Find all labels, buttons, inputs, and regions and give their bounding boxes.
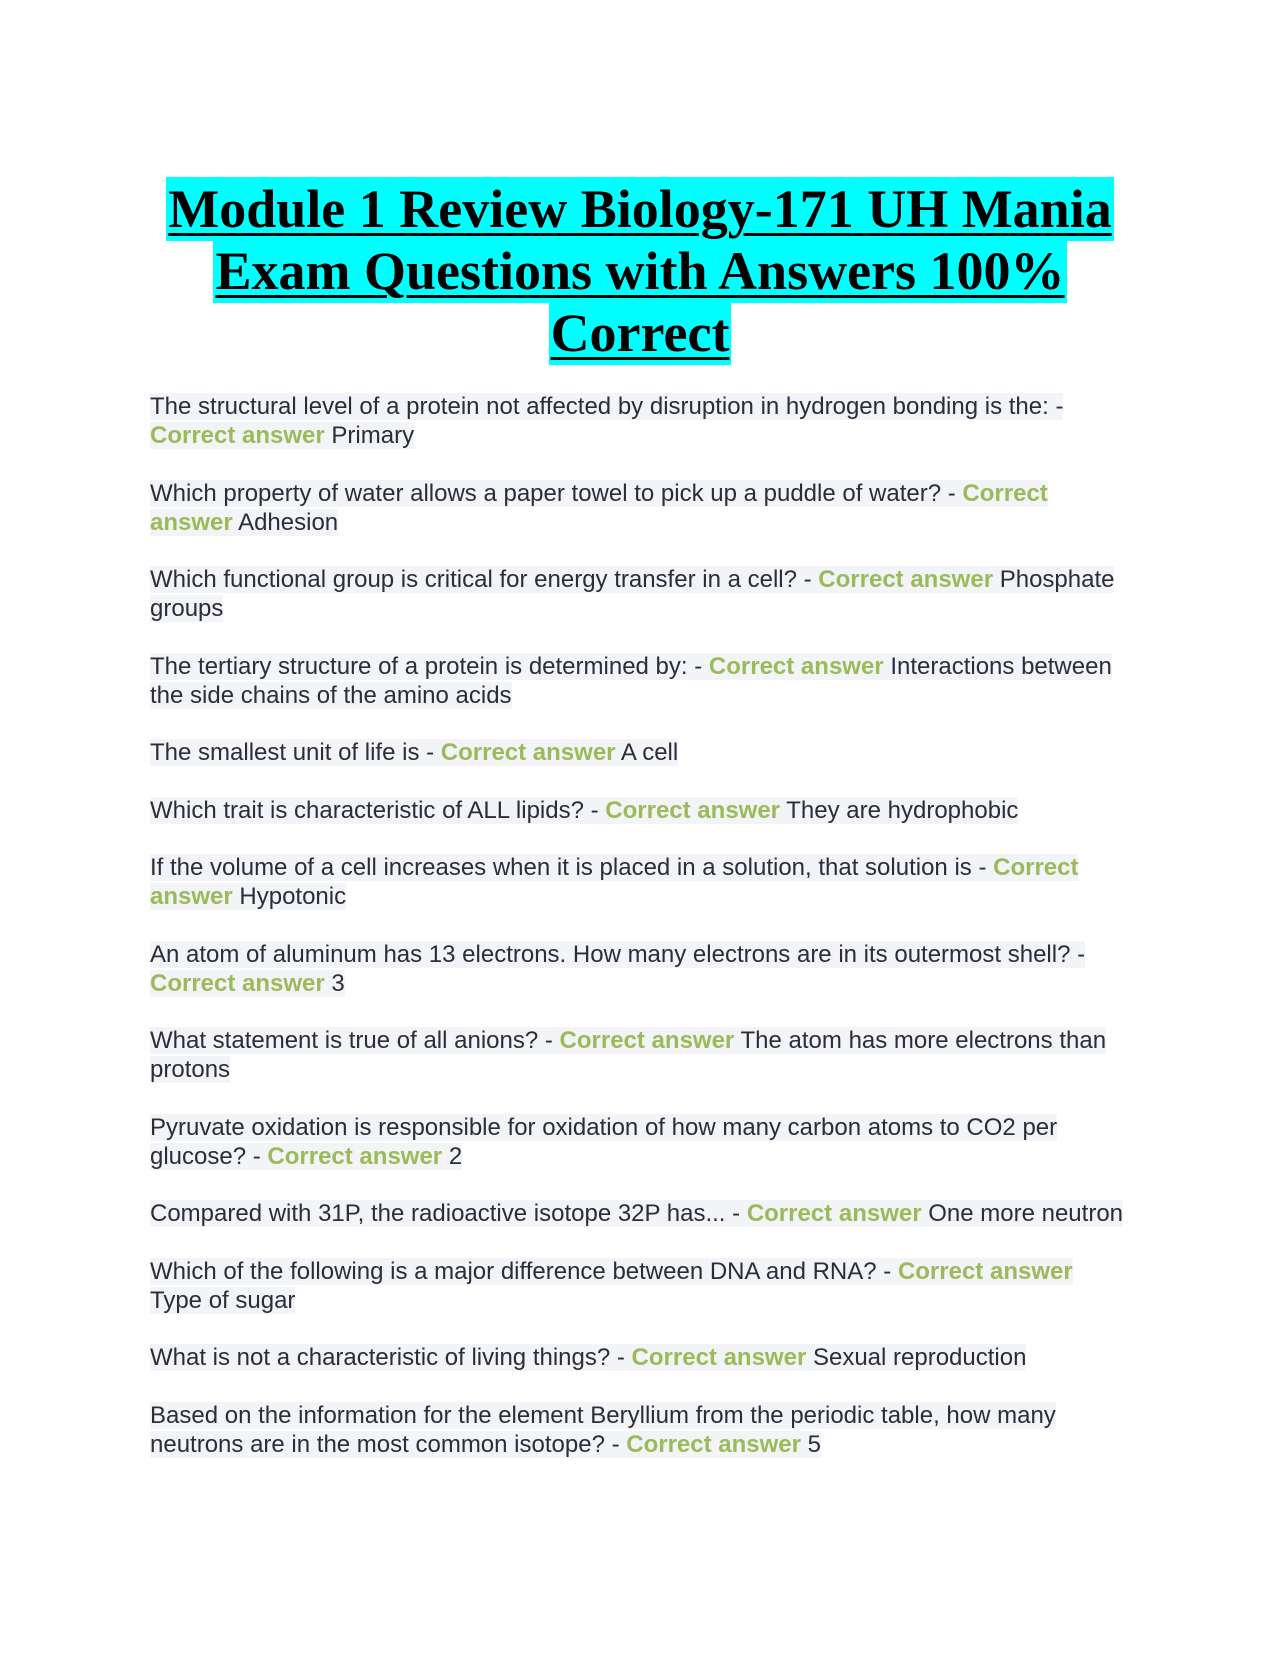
answer-text: The atom has more electrons than protons bbox=[150, 1027, 1107, 1083]
separator-text: - bbox=[583, 796, 606, 824]
separator-text: - bbox=[538, 1027, 560, 1054]
title-line: Exam Questions with Answers 100% bbox=[215, 241, 1065, 301]
correct-answer-label: Correct answer bbox=[267, 1142, 443, 1170]
qa-item bbox=[150, 652, 1130, 710]
qa-item bbox=[150, 738, 1130, 767]
correct-answer-label: Correct answer bbox=[605, 796, 781, 824]
question-text: What is not a characteristic of living things? bbox=[150, 1344, 611, 1371]
qa-item bbox=[150, 1113, 1130, 1171]
qa-text bbox=[150, 1027, 1106, 1083]
question-text: Which property of water allows a paper towel to pick up a puddle of water? bbox=[150, 479, 942, 507]
question-text: Compared with 31P, the radioactive isotope 32P has... bbox=[150, 1200, 726, 1227]
question-text: Pyruvate oxidation is responsible for oxidation of how many carbon atoms to CO2 per glucose? bbox=[150, 1113, 1058, 1170]
qa-text bbox=[150, 653, 1112, 709]
qa-item bbox=[150, 796, 1130, 825]
answer-text: 3 bbox=[331, 969, 345, 997]
correct-answer-label: Correct answer bbox=[150, 422, 325, 449]
qa-item bbox=[150, 1401, 1130, 1459]
correct-answer-label: Correct answer bbox=[897, 1257, 1073, 1285]
qa-text bbox=[150, 1200, 1123, 1227]
correct-answer-label: Correct answer bbox=[708, 652, 884, 680]
correct-answer-label: Correct answer bbox=[440, 739, 616, 766]
qa-item bbox=[150, 392, 1130, 450]
separator-text: - bbox=[796, 566, 819, 593]
separator-text: - bbox=[941, 479, 963, 507]
qa-text bbox=[150, 1258, 1073, 1314]
answer-text: Phosphate groups bbox=[150, 566, 1115, 622]
qa-item bbox=[150, 565, 1130, 623]
question-text: Based on the information for the element Beryllium from the periodic table, how many neutrons are in the most common isotope? bbox=[150, 1401, 1056, 1458]
qa-item bbox=[150, 1199, 1130, 1228]
answer-text: Type of sugar bbox=[150, 1286, 296, 1314]
question-text: If the volume of a cell increases when it is placed in a solution, that solution is bbox=[150, 854, 972, 881]
question-text: What statement is true of all anions? bbox=[150, 1027, 539, 1054]
answer-text: 5 bbox=[807, 1430, 822, 1458]
answer-text: A cell bbox=[620, 739, 679, 766]
answer-text: One more neutron bbox=[928, 1200, 1124, 1227]
qa-item bbox=[150, 1026, 1130, 1084]
separator-text: - bbox=[419, 739, 441, 766]
qa-text bbox=[150, 941, 1085, 997]
separator-text: - bbox=[610, 1344, 632, 1371]
qa-text bbox=[150, 1114, 1057, 1170]
answer-text: Hypotonic bbox=[239, 883, 347, 910]
answer-text: Interactions between the side chains of the amino acids bbox=[150, 652, 1112, 709]
correct-answer-label: Correct answer bbox=[626, 1430, 801, 1458]
qa-text bbox=[150, 393, 1063, 449]
correct-answer-label: Correct answer bbox=[559, 1027, 735, 1054]
qa-text bbox=[150, 566, 1114, 622]
qa-text bbox=[150, 854, 1078, 910]
question-answer-list bbox=[150, 392, 1130, 1487]
title-line: Correct bbox=[550, 303, 730, 363]
answer-text: Primary bbox=[331, 422, 415, 449]
correct-answer-label: Correct answer bbox=[746, 1200, 922, 1227]
correct-answer-label: Correct answer bbox=[150, 854, 1079, 910]
qa-text bbox=[150, 797, 1018, 824]
qa-text bbox=[150, 1402, 1056, 1458]
separator-text: - bbox=[876, 1257, 898, 1285]
document-title bbox=[120, 178, 1160, 364]
qa-text bbox=[150, 739, 678, 766]
answer-text: 2 bbox=[448, 1142, 463, 1170]
question-text: Which trait is characteristic of ALL lipids? bbox=[150, 796, 584, 824]
qa-item bbox=[150, 1343, 1130, 1372]
question-text: The smallest unit of life is bbox=[150, 739, 420, 766]
question-text: The structural level of a protein not affected by disruption in hydrogen bonding is the: bbox=[150, 393, 1049, 420]
question-text: Which of the following is a major difference between DNA and RNA? bbox=[150, 1257, 877, 1285]
correct-answer-label: Correct answer bbox=[150, 479, 1048, 536]
separator-text: - bbox=[1048, 393, 1064, 420]
title-line: Module 1 Review Biology-171 UH Mania bbox=[168, 179, 1112, 239]
separator-text: - bbox=[1070, 940, 1086, 968]
qa-item bbox=[150, 853, 1130, 911]
correct-answer-label: Correct answer bbox=[631, 1344, 807, 1371]
question-text: Which functional group is critical for energy transfer in a cell? bbox=[150, 566, 797, 593]
correct-answer-label: Correct answer bbox=[818, 566, 994, 593]
separator-text: - bbox=[687, 652, 709, 680]
separator-text: - bbox=[246, 1142, 268, 1170]
correct-answer-label: Correct answer bbox=[150, 969, 325, 997]
separator-text: - bbox=[971, 854, 994, 881]
answer-text: They are hydrophobic bbox=[786, 796, 1019, 824]
qa-item bbox=[150, 940, 1130, 998]
qa-text bbox=[150, 1344, 1026, 1371]
question-text: The tertiary structure of a protein is determined by: bbox=[150, 652, 688, 680]
question-text: An atom of aluminum has 13 electrons. How many electrons are in its outermost shell? bbox=[150, 940, 1071, 968]
separator-text: - bbox=[725, 1200, 747, 1227]
qa-item bbox=[150, 1257, 1130, 1315]
answer-text: Adhesion bbox=[238, 508, 339, 536]
qa-text bbox=[150, 480, 1048, 536]
answer-text: Sexual reproduction bbox=[812, 1344, 1027, 1371]
separator-text: - bbox=[604, 1430, 627, 1458]
qa-item bbox=[150, 479, 1130, 537]
